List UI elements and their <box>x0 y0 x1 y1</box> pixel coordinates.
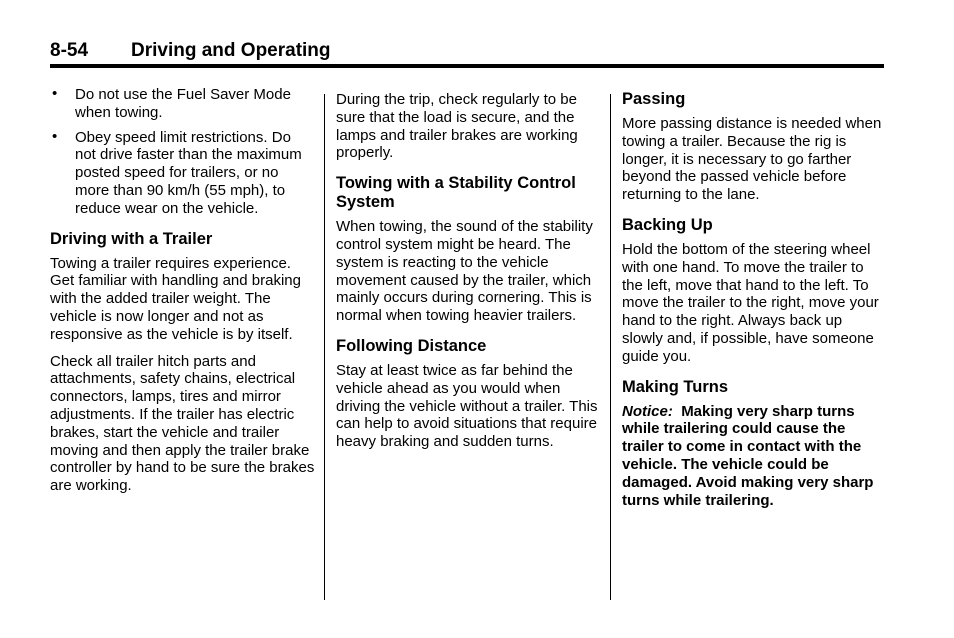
bullet-text: Obey speed limit restrictions. Do not drive faster than the maximum posted speed for trailers, or no more than 90 km/h (55 mph), to reduce wear on the vehicle. <box>75 128 302 217</box>
page-header <box>50 38 884 68</box>
column-3 <box>622 86 887 518</box>
notice-text: Making very sharp turns while trailering could cause the trailer to come in contact with the vehicle. The vehicle could be damaged. Avoid making very sharp turns while trailering. <box>622 402 874 509</box>
column-2 <box>336 86 601 460</box>
heading-making-turns: Making Turns <box>622 377 729 396</box>
column-divider <box>610 94 611 600</box>
paragraph: During the trip, check regularly to be sure that the load is secure, and the lamps and trailer brakes are working properly. <box>336 91 578 162</box>
paragraph: Hold the bottom of the steering wheel with one hand. To move the trailer to the left, move that hand to the left. To move the trailer to the right, move your hand to the right. Always back up slowly and, if possible, have someone guide you. <box>622 240 879 365</box>
column-divider <box>324 94 325 600</box>
page-number: 8-54 <box>50 40 89 61</box>
notice <box>622 403 887 510</box>
paragraph: Towing a trailer requires experience. Get familiar with handling and braking with the added trailer weight. The vehicle is now longer and not as responsive as the vehicle is by itself. <box>50 254 301 343</box>
bullet-icon: • <box>52 127 58 145</box>
heading-passing: Passing <box>622 90 686 108</box>
column-1 <box>50 86 315 504</box>
header-rule <box>50 64 884 68</box>
section-title: Driving and Operating <box>131 40 331 61</box>
paragraph: More passing distance is needed when towing a trailer. Because the rig is longer, it is necessary to go farther beyond the passed vehicle before returning to the lane. <box>622 115 882 204</box>
bullet-item <box>50 86 315 122</box>
paragraph: Check all trailer hitch parts and attachments, safety chains, electrical connectors, lamps, tires and mirror adjustments. If the trailer has electric brakes, start the vehicle and trailer moving and then apply the trailer brake controller by hand to be sure the brakes are working. <box>50 352 315 495</box>
heading-following-distance: Following Distance <box>336 336 487 355</box>
heading-stability-control: Towing with a Stability Control System <box>336 174 576 212</box>
notice-label: Notice: <box>622 402 673 420</box>
bullet-icon: • <box>52 85 58 102</box>
paragraph: Stay at least twice as far behind the vehicle ahead as you would when driving the vehicle without a trailer. This can help to avoid situations that require heavy braking and sudden turns. <box>336 361 598 451</box>
bullet-item <box>50 129 315 218</box>
heading-backing-up: Backing Up <box>622 215 713 234</box>
bullet-text: Do not use the Fuel Saver Mode when towing. <box>75 86 291 121</box>
heading-driving-with-trailer: Driving with a Trailer <box>50 229 213 248</box>
paragraph: When towing, the sound of the stability control system might be heard. The system is reacting to the vehicle movement caused by the trailer, which mainly occurs during cornering. This is normal when towing heavier trailers. <box>336 218 593 325</box>
